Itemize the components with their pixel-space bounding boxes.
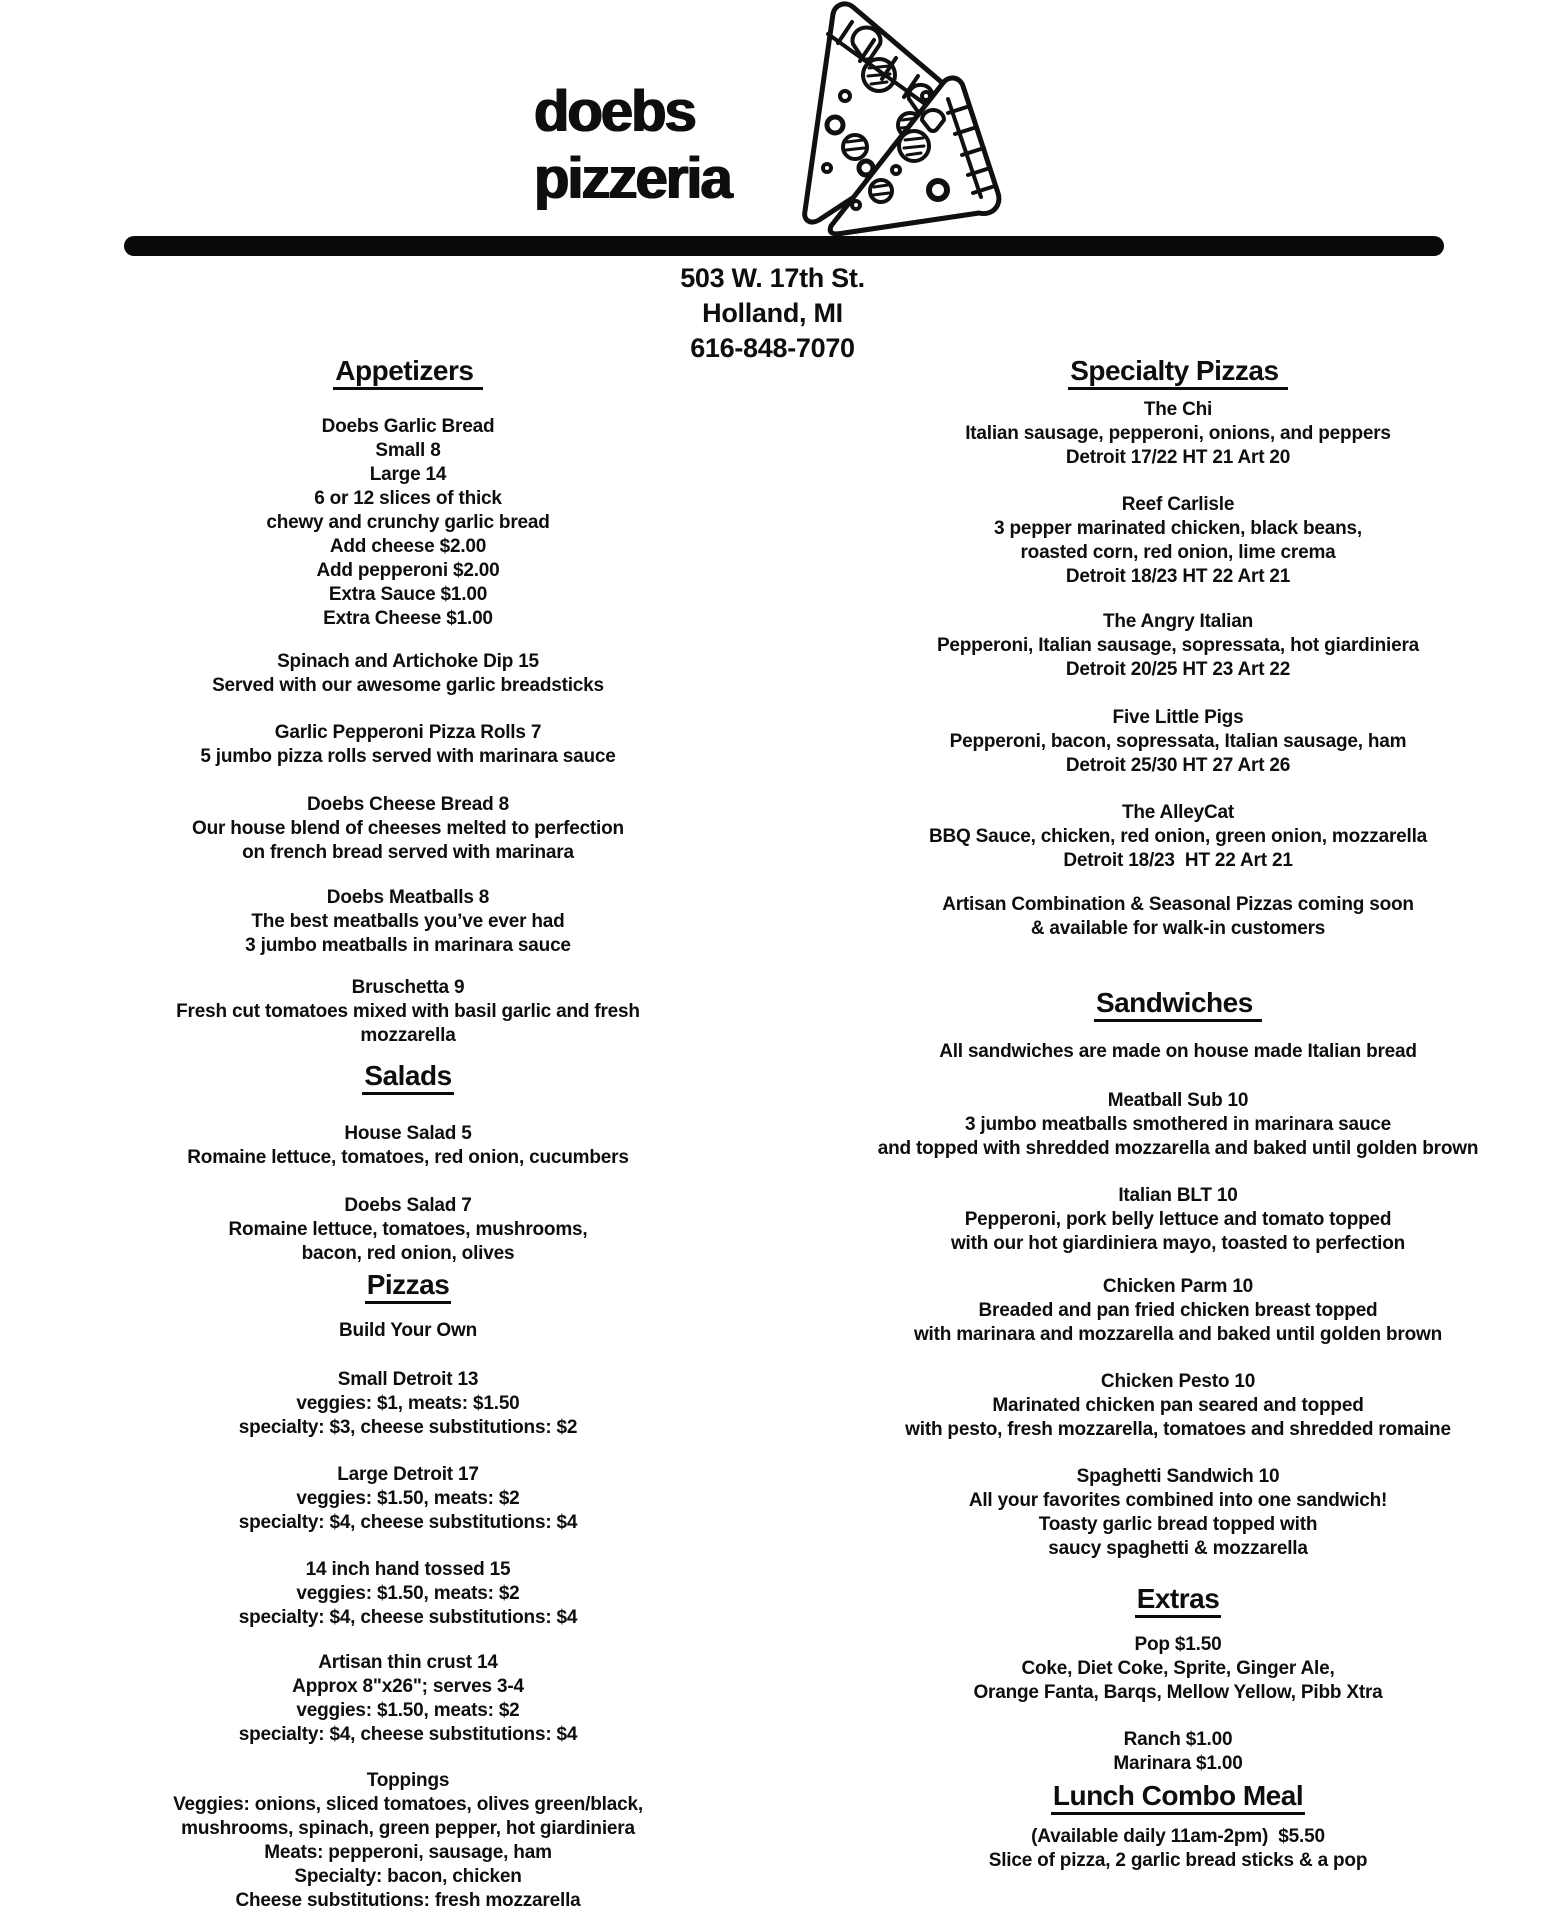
menu-line: Detroit 18/23 HT 22 Art 21 (1065, 566, 1291, 587)
menu-item-large-detroit (128, 1463, 688, 1535)
menu-line: Detroit 25/30 HT 27 Art 26 (1065, 755, 1291, 776)
section-heading-extras (838, 1584, 1518, 1618)
menu-line: mushrooms, spinach, green pepper, hot giardiniera (181, 1818, 635, 1839)
menu-line: Fresh cut tomatoes mixed with basil garlic and fresh (176, 1001, 640, 1022)
menu-item-the-alleycat (838, 801, 1518, 873)
menu-line: Spinach and Artichoke Dip 15 (277, 651, 539, 672)
menu-line: Orange Fanta, Barqs, Mellow Yellow, Pibb Xtra (973, 1682, 1383, 1703)
menu-line: Large 14 (369, 464, 447, 485)
menu-line: saucy spaghetti & mozzarella (1048, 1538, 1308, 1559)
menu-item-small-detroit (128, 1368, 688, 1440)
menu-item-the-angry-italian (838, 610, 1518, 682)
menu-line: roasted corn, red onion, lime crema (1020, 542, 1336, 563)
menu-line: Detroit 18/23 HT 22 Art 21 (1063, 850, 1293, 871)
menu-item-chicken-parm (838, 1275, 1518, 1347)
menu-item-bruschetta (128, 976, 688, 1048)
menu-item-lunch-combo (838, 1825, 1518, 1873)
menu-item-pop (838, 1633, 1518, 1705)
address-line1: 503 W. 17th St. (680, 263, 865, 293)
menu-line: 3 pepper marinated chicken, black beans, (994, 518, 1362, 539)
menu-line: specialty: $4, cheese substitutions: $4 (238, 1607, 578, 1628)
menu-item-chicken-pesto (838, 1370, 1518, 1442)
menu-line: Served with our awesome garlic breadsticks (212, 675, 604, 696)
menu-line: Bruschetta 9 (351, 977, 465, 998)
menu-line: veggies: $1.50, meats: $2 (296, 1488, 520, 1509)
section-heading-sandwiches-label: Sandwiches (1094, 988, 1262, 1022)
section-heading-sandwiches (838, 988, 1518, 1022)
menu-line: & available for walk-in customers (1030, 918, 1326, 939)
menu-line: Breaded and pan fried chicken breast topped (978, 1300, 1378, 1321)
menu-line: Spaghetti Sandwich 10 (1076, 1466, 1280, 1487)
right-column (838, 0, 1518, 1873)
menu-line: Slice of pizza, 2 garlic bread sticks & a pop (988, 1850, 1368, 1871)
menu-item-reef-carlisle (838, 493, 1518, 589)
menu-item-the-chi (838, 398, 1518, 470)
menu-line: Add cheese $2.00 (329, 536, 487, 557)
menu-line: Romaine lettuce, tomatoes, red onion, cucumbers (187, 1147, 629, 1168)
menu-line: veggies: $1.50, meats: $2 (296, 1700, 520, 1721)
menu-line: Veggies: onions, sliced tomatoes, olives green/black, (173, 1794, 643, 1815)
menu-line: Romaine lettuce, tomatoes, mushrooms, (228, 1219, 588, 1240)
menu-line: veggies: $1, meats: $1.50 (296, 1393, 520, 1414)
section-heading-specialty-pizzas (838, 356, 1518, 390)
menu-line: 14 inch hand tossed 15 (305, 1559, 511, 1580)
menu-item-doebs-cheese-bread (128, 793, 688, 865)
menu-line: BBQ Sauce, chicken, red onion, green onion, mozzarella (928, 826, 1428, 847)
menu-line: Specialty: bacon, chicken (294, 1866, 522, 1887)
menu-item-toppings (128, 1769, 688, 1913)
menu-item-five-little-pigs (838, 706, 1518, 778)
menu-item-artisan-thin-crust (128, 1651, 688, 1747)
menu-line: All sandwiches are made on house made Italian bread (939, 1041, 1417, 1062)
section-heading-lunch-combo-meal-label: Lunch Combo Meal (1051, 1781, 1305, 1815)
menu-line: The AlleyCat (1122, 802, 1234, 823)
menu-item-spaghetti-sandwich (838, 1465, 1518, 1561)
menu-line: and topped with shredded mozzarella and baked until golden brown (877, 1138, 1479, 1159)
menu-line: 5 jumbo pizza rolls served with marinara sauce (200, 746, 616, 767)
section-heading-extras-label: Extras (1135, 1584, 1222, 1618)
menu-line: Chicken Pesto 10 (1100, 1371, 1256, 1392)
menu-line: All your favorites combined into one sandwich! (968, 1490, 1388, 1511)
menu-item-spinach-artichoke-dip (128, 650, 688, 698)
menu-line: Italian sausage, pepperoni, onions, and peppers (965, 423, 1391, 444)
phone-number: 616-848-7070 (690, 333, 855, 363)
menu-item-house-salad (128, 1122, 688, 1170)
menu-line: Artisan thin crust 14 (318, 1652, 498, 1673)
menu-line: Chicken Parm 10 (1102, 1276, 1254, 1297)
section-heading-appetizers (128, 356, 688, 390)
section-heading-salads (128, 1061, 688, 1095)
menu-line: Cheese substitutions: fresh mozzarella (235, 1890, 581, 1911)
menu-line: Doebs Salad 7 (344, 1195, 472, 1216)
menu-line: Add pepperoni $2.00 (316, 560, 500, 581)
menu-line: Five Little Pigs (1112, 707, 1244, 728)
left-column (128, 0, 688, 1913)
menu-line: specialty: $3, cheese substitutions: $2 (238, 1417, 578, 1438)
menu-line: Doebs Cheese Bread 8 (307, 794, 509, 815)
menu-note-artisan-combination (838, 893, 1518, 941)
menu-line: Approx 8"x26"; serves 3-4 (292, 1676, 524, 1697)
menu-line: Meats: pepperoni, sausage, ham (264, 1842, 552, 1863)
menu-line: Meatball Sub 10 (1107, 1090, 1249, 1111)
menu-line: on french bread served with marinara (242, 842, 574, 863)
menu-line: Pepperoni, Italian sausage, sopressata, hot giardiniera (936, 635, 1420, 656)
menu-line: Small 8 (375, 440, 441, 461)
menu-line: Our house blend of cheeses melted to perfection (192, 818, 624, 839)
menu-line: bacon, red onion, olives (301, 1243, 515, 1264)
menu-line: Pop $1.50 (1134, 1634, 1222, 1655)
menu-line: Toppings (366, 1770, 450, 1791)
menu-line: Italian BLT 10 (1118, 1185, 1238, 1206)
menu-line: Artisan Combination & Seasonal Pizzas coming soon (942, 894, 1414, 915)
menu-line: with our hot giardiniera mayo, toasted to perfection (950, 1233, 1406, 1254)
menu-item-italian-blt (838, 1184, 1518, 1256)
menu-line: Marinated chicken pan seared and topped (992, 1395, 1364, 1416)
menu-line: Pepperoni, pork belly lettuce and tomato topped (964, 1209, 1392, 1230)
menu-line: Build Your Own (339, 1320, 477, 1341)
menu-line: mozzarella (360, 1025, 456, 1046)
menu-line: veggies: $1.50, meats: $2 (296, 1583, 520, 1604)
menu-line: (Available daily 11am-2pm) $5.50 (1031, 1826, 1325, 1847)
menu-item-ranch-marinara (838, 1728, 1518, 1776)
menu-line: specialty: $4, cheese substitutions: $4 (238, 1512, 578, 1533)
menu-line: specialty: $4, cheese substitutions: $4 (238, 1724, 578, 1745)
section-heading-pizzas-label: Pizzas (365, 1270, 452, 1304)
menu-line: Coke, Diet Coke, Sprite, Ginger Ale, (1021, 1658, 1335, 1679)
menu-item-build-your-own (128, 1319, 688, 1343)
section-heading-lunch-combo-meal (838, 1781, 1518, 1815)
menu-line: Toasty garlic bread topped with (1038, 1514, 1318, 1535)
menu-line: Doebs Garlic Bread (321, 416, 495, 437)
menu-line: Garlic Pepperoni Pizza Rolls 7 (274, 722, 542, 743)
menu-line: Pepperoni, bacon, sopressata, Italian sausage, ham (949, 731, 1407, 752)
menu-line: The Chi (1143, 399, 1213, 420)
menu-line: Detroit 20/25 HT 23 Art 22 (1065, 659, 1291, 680)
menu-line: 3 jumbo meatballs in marinara sauce (245, 935, 571, 956)
menu-line: Extra Sauce $1.00 (328, 584, 488, 605)
menu-line: with pesto, fresh mozzarella, tomatoes and shredded romaine (905, 1419, 1451, 1440)
menu-line: with marinara and mozzarella and baked until golden brown (913, 1324, 1443, 1345)
menu-line: chewy and crunchy garlic bread (266, 512, 550, 533)
section-heading-appetizers-label: Appetizers (333, 356, 482, 390)
menu-line: 6 or 12 slices of thick (314, 488, 502, 509)
menu-line: The best meatballs you’ve ever had (251, 911, 565, 932)
brand-name-line2: pizzeria (534, 146, 731, 211)
menu-line: Ranch $1.00 (1123, 1729, 1233, 1750)
menu-line: Marinara $1.00 (1113, 1753, 1243, 1774)
menu-note-sandwich-bread (838, 1040, 1518, 1064)
section-heading-salads-label: Salads (362, 1061, 453, 1095)
menu-line: House Salad 5 (344, 1123, 472, 1144)
menu-item-garlic-pepperoni-pizza-rolls (128, 721, 688, 769)
menu-item-14-inch-hand-tossed (128, 1558, 688, 1630)
menu-item-doebs-meatballs (128, 886, 688, 958)
section-heading-pizzas (128, 1270, 688, 1304)
menu-line: The Angry Italian (1102, 611, 1254, 632)
menu-item-meatball-sub (838, 1089, 1518, 1161)
menu-line: Extra Cheese $1.00 (323, 608, 493, 629)
menu-line: Doebs Meatballs 8 (326, 887, 490, 908)
brand-name-line1: doebs (534, 79, 695, 144)
menu-item-doebs-garlic-bread (128, 415, 688, 631)
menu-line: 3 jumbo meatballs smothered in marinara sauce (964, 1114, 1392, 1135)
menu-line: Reef Carlisle (1121, 494, 1235, 515)
menu-line: Detroit 17/22 HT 21 Art 20 (1065, 447, 1291, 468)
menu-item-doebs-salad (128, 1194, 688, 1266)
menu-line: Small Detroit 13 (337, 1369, 479, 1390)
menu-line: Large Detroit 17 (337, 1464, 479, 1485)
address-line2: Holland, MI (702, 298, 843, 328)
section-heading-specialty-pizzas-label: Specialty Pizzas (1068, 356, 1288, 390)
